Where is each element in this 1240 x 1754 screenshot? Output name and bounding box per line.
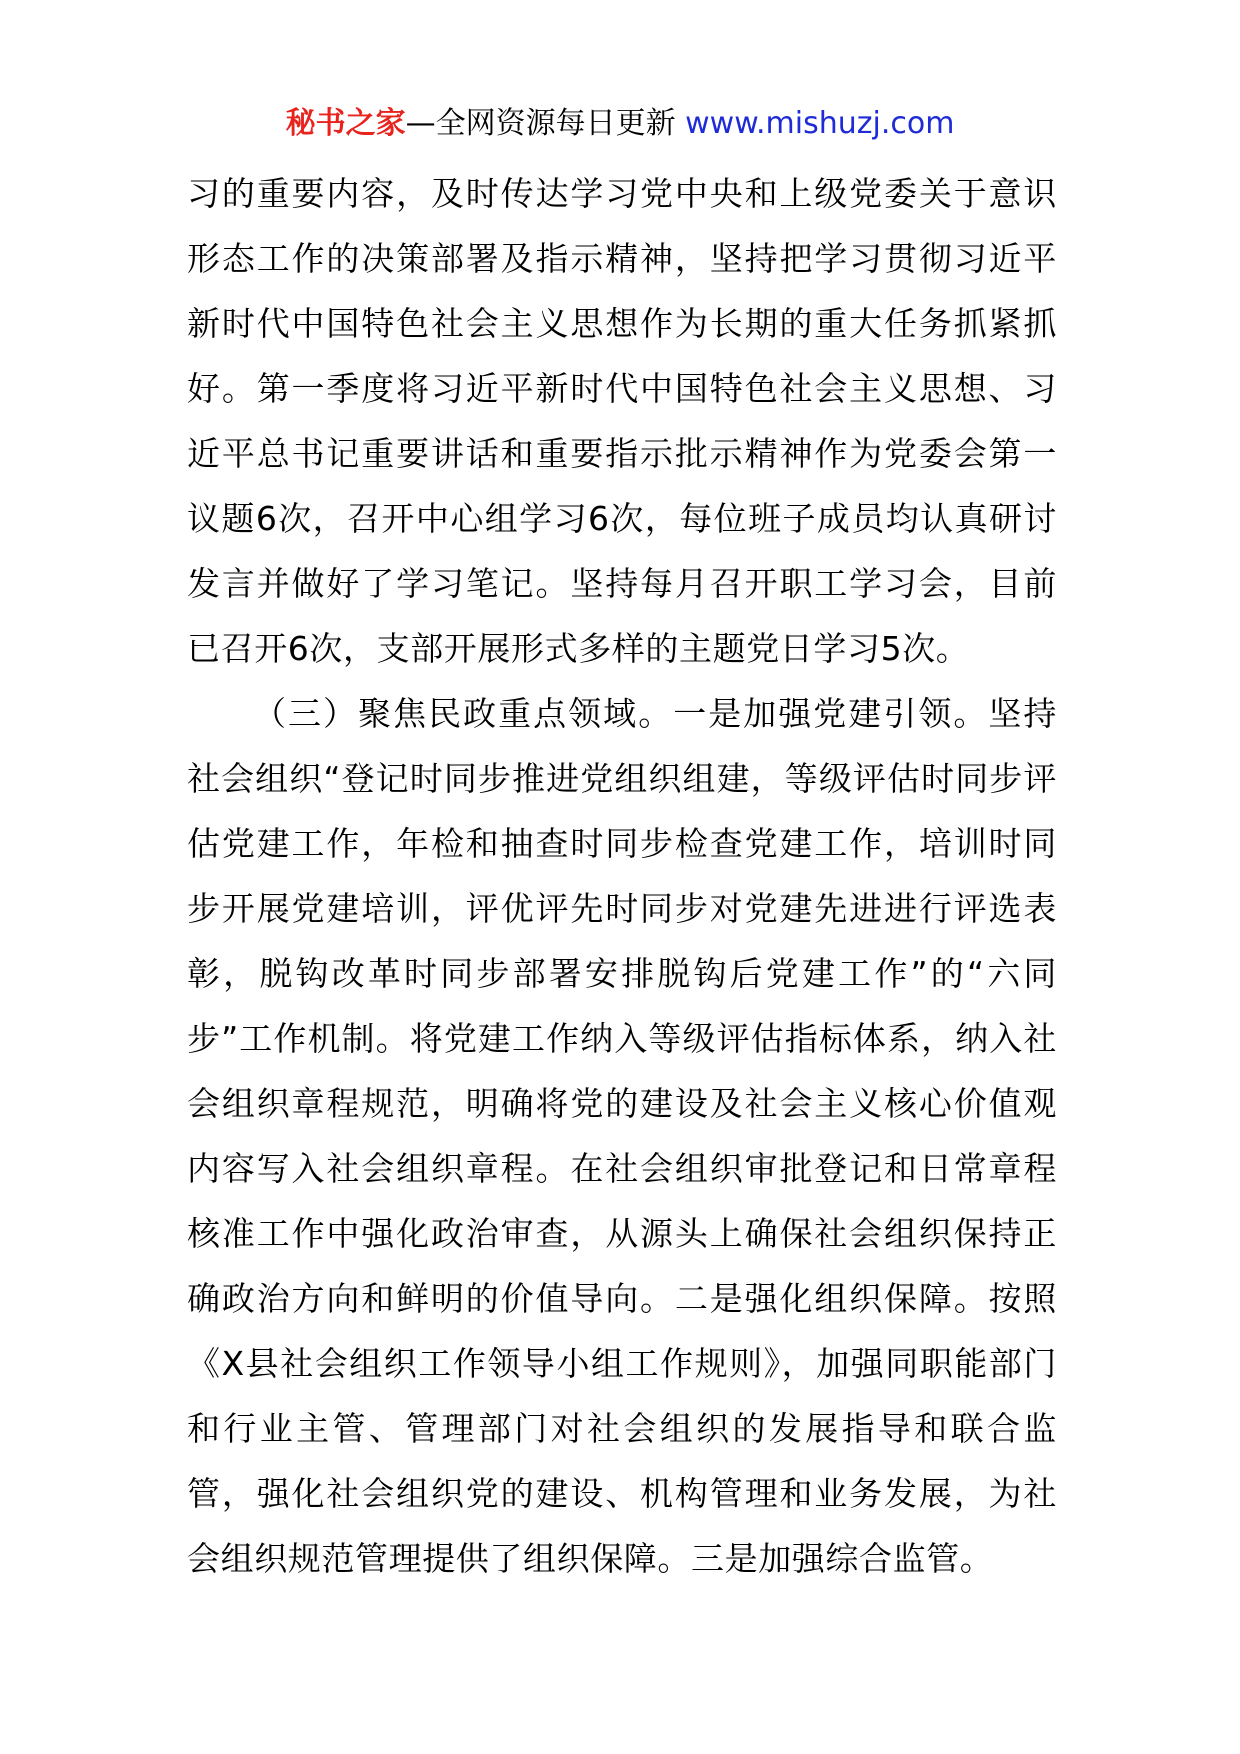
header-url[interactable]: www.mishuzj.com [685,106,955,141]
document-body [187,161,1057,1591]
header-tagline: —全网资源每日更新 [405,106,686,141]
header-brand: 秘书之家 [285,106,406,141]
paragraph-continued: 习的重要内容，及时传达学习党中央和上级党委关于意识形态工作的决策部署及指示精神，坚持把学习贯彻习近平新时代中国特色社会主义思想作为长期的重大任务抓紧抓好。第一季度将习近平新时代中国特色社会主义思想、习近平总书记重要讲话和重要指示批示精神作为党委会第一议题6次，召开中心组学习6次，每位班子成员均认真研讨发言并做好了学习笔记。坚持每月召开职工学习会，目前已召开6次，支部开展形式多样的主题党日学习5次。 [187,174,1057,668]
page-header [0,101,1240,147]
paragraph-section-three: （三）聚焦民政重点领域。一是加强党建引领。坚持社会组织“登记时同步推进党组织组建，等级评估时同步评估党建工作，年检和抽查时同步检查党建工作，培训时同步开展党建培训，评优评先时同步对党建先进进行评选表彰，脱钩改革时同步部署安排脱钩后党建工作”的“六同步”工作机制。将党建工作纳入等级评估指标体系，纳入社会组织章程规范，明确将党的建设及社会主义核心价值观内容写入社会组织章程。在社会组织审批登记和日常章程核准工作中强化政治审查，从源头上确保社会组织保持正确政治方向和鲜明的价值导向。二是强化组织保障。按照《X县社会组织工作领导小组工作规则》，加强同职能部门和行业主管、管理部门对社会组织的发展指导和联合监管，强化社会组织党的建设、机构管理和业务发展，为社会组织规范管理提供了组织保障。三是加强综合监管。 [187,694,1057,1578]
